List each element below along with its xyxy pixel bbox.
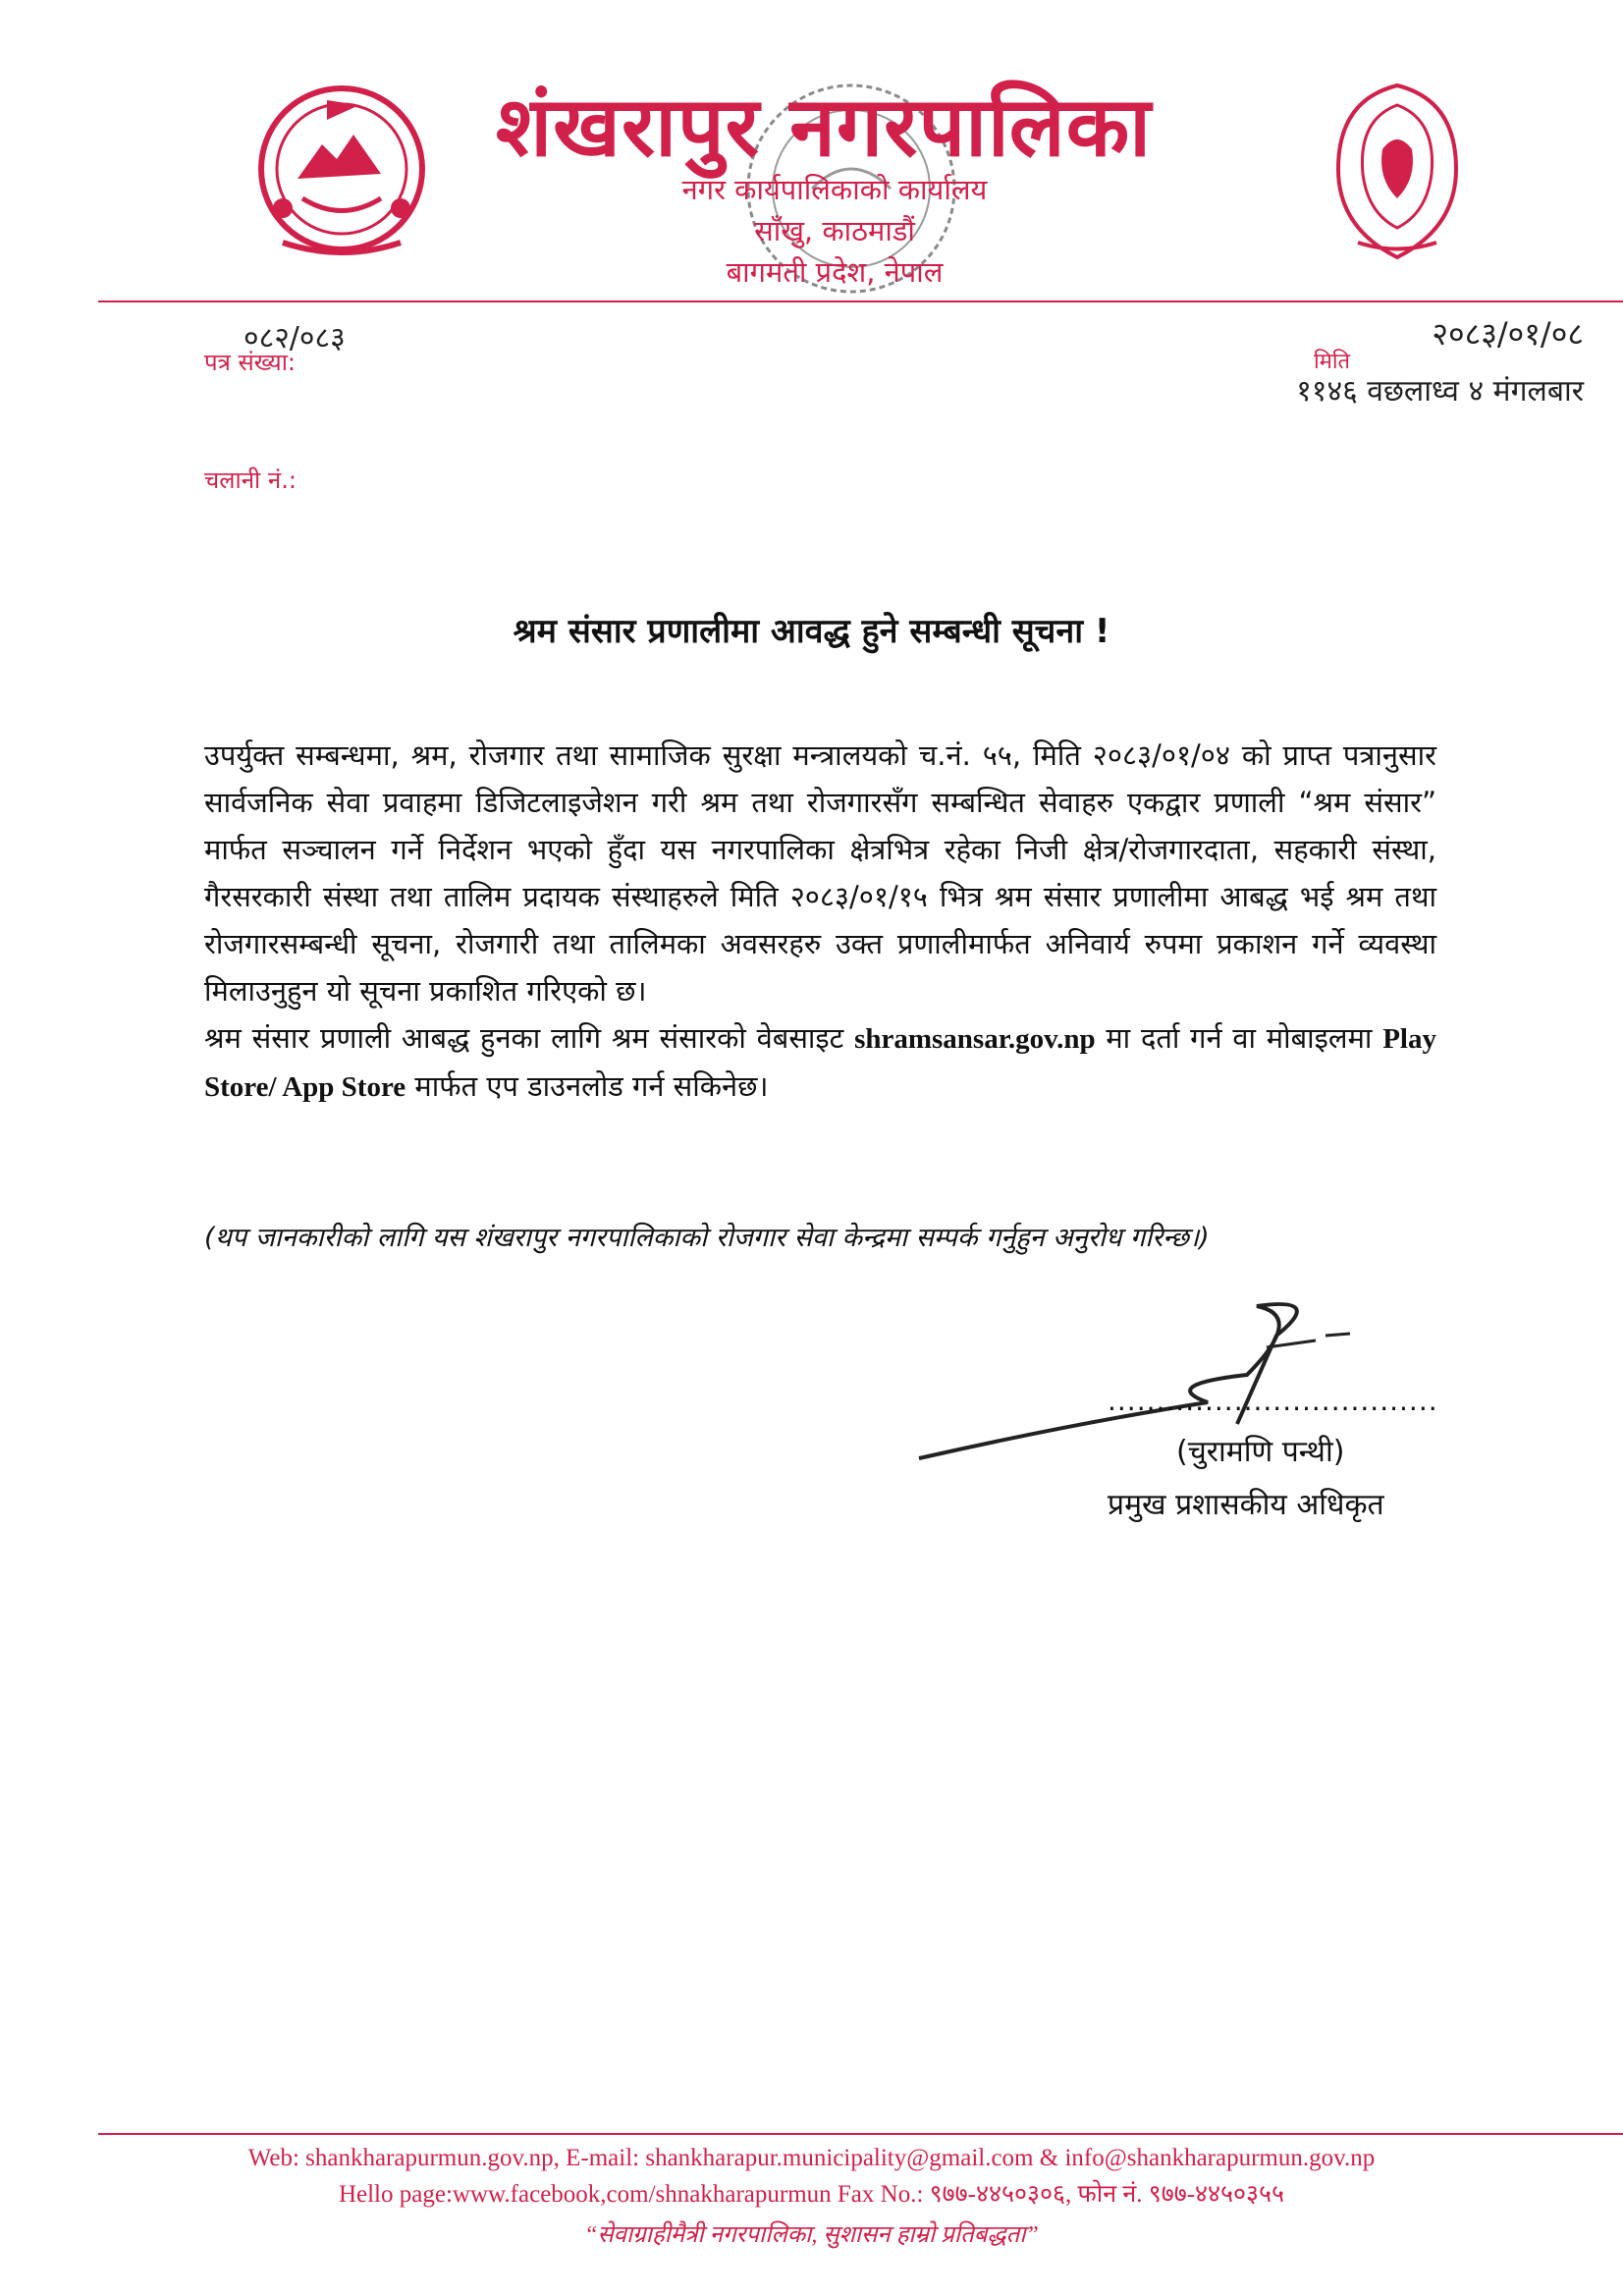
signatory-name: (चुरामणि पन्थी) (1176, 1435, 1345, 1469)
handwritten-signature-icon (913, 1277, 1424, 1473)
notice-paragraph-1: उपर्युक्त सम्बन्धमा, श्रम, रोजगार तथा सामाजिक सुरक्षा मन्त्रालयको च.नं. ५५, मिति २०८३/०१/०४ को प्राप्त पत्रानुसार सार्वजनिक सेवा प्रवाहमा डिजिटलाइजेशन गरी श्रम तथा रोजगारसँग सम्बन्धित सेवाहरु एकद्वार प्रणाली “श्रम संसार” मार्फत सञ्चालन गर्ने निर्देशन भएको हुँदा यस नगरपालिका क्षेत्रभित्र रहेका निजी क्षेत्र/रोजगारदाता, सहकारी संस्था, गैरसरकारी संस्था तथा तालिम प्रदायक संस्थाहरुले मिति २०८३/०१/१५ भित्र श्रम संसार प्रणालीमा आबद्ध भई श्रम तथा रोजगारसम्बन्धी सूचना, रोजगारी तथा तालिमका अवसरहरु उक्त प्रणालीमार्फत अनिवार्य रुपमा प्रकाशन गर्ने व्यवस्था मिलाउनुहुन यो सूचना प्रकाशित गरिएको छ। (204, 738, 1436, 1008)
conch-emblem-icon (1333, 81, 1461, 262)
notice-paragraph-2 (204, 1014, 1436, 1111)
website-link[interactable]: shramsansar.gov.np (854, 1023, 1096, 1055)
footer-divider (98, 2133, 1623, 2135)
notice-body (204, 732, 1436, 1111)
notice-note: (थप जानकारीको लागि यस शंखरापुर नगरपालिकाको रोजगार सेवा केन्द्रमा सम्पर्क गर्नुहुन अनुरोध गरिन्छ।) (204, 1223, 1210, 1253)
signatory-title: प्रमुख प्रशासकीय अधिकृत (1108, 1488, 1384, 1522)
header-divider (98, 301, 1623, 302)
org-name: शंखरापुर नगरपालिका (496, 79, 1152, 175)
notice-title: श्रम संसार प्रणालीमा आवद्ध हुने सम्बन्धी सूचना ! (513, 612, 1110, 651)
chalani-label: चलानी नं.: (204, 466, 297, 494)
signature-dots: .................................. (1108, 1385, 1438, 1417)
footer-slogan: “सेवाग्राहीमैत्री नगरपालिका, सुशासन हाम्रो प्रतिबद्धता” (584, 2222, 1039, 2248)
nepal-emblem-icon (243, 61, 440, 257)
reference-number: ०८२/०८३ (243, 321, 346, 355)
date-label: मिति (1314, 350, 1351, 374)
reference-label: पत्र संख्या: (204, 349, 296, 376)
office-line: नगर कार्यपालिकाको कार्यालय (681, 173, 988, 206)
p2-part1: श्रम संसार प्रणाली आबद्ध हुनका लागि श्रम संसारको वेबसाइट (204, 1021, 855, 1055)
footer-hello-line: Hello page:www.facebook,com/shnakharapurmun Fax No.: ९७७-४४५०३०६, फोन नं. ९७७-४४५०३५५ (338, 2181, 1285, 2208)
date-handwritten: २०८३/०१/०८ (1432, 315, 1584, 353)
location-line: साँखु, काठमाडौं (754, 214, 915, 247)
store-names: Play Store/ App Store (204, 1023, 1436, 1103)
date-line: ११४६ वछलाध्व ४ मंगलबार (1296, 374, 1584, 409)
org-office-block (628, 169, 1041, 293)
p2-part2: मा दर्ता गर्न वा मोबाइलमा (1095, 1021, 1383, 1055)
p2-part3: मार्फत एप डाउनलोड गर्न सकिनेछ। (406, 1069, 769, 1103)
footer-web-line: Web: shankharapurmun.gov.np, E-mail: shankharapur.municipality@gmail.com & info@shankharapurmun.gov.np (247, 2145, 1376, 2171)
province-line: बागमती प्रदेश, नेपाल (726, 255, 944, 289)
